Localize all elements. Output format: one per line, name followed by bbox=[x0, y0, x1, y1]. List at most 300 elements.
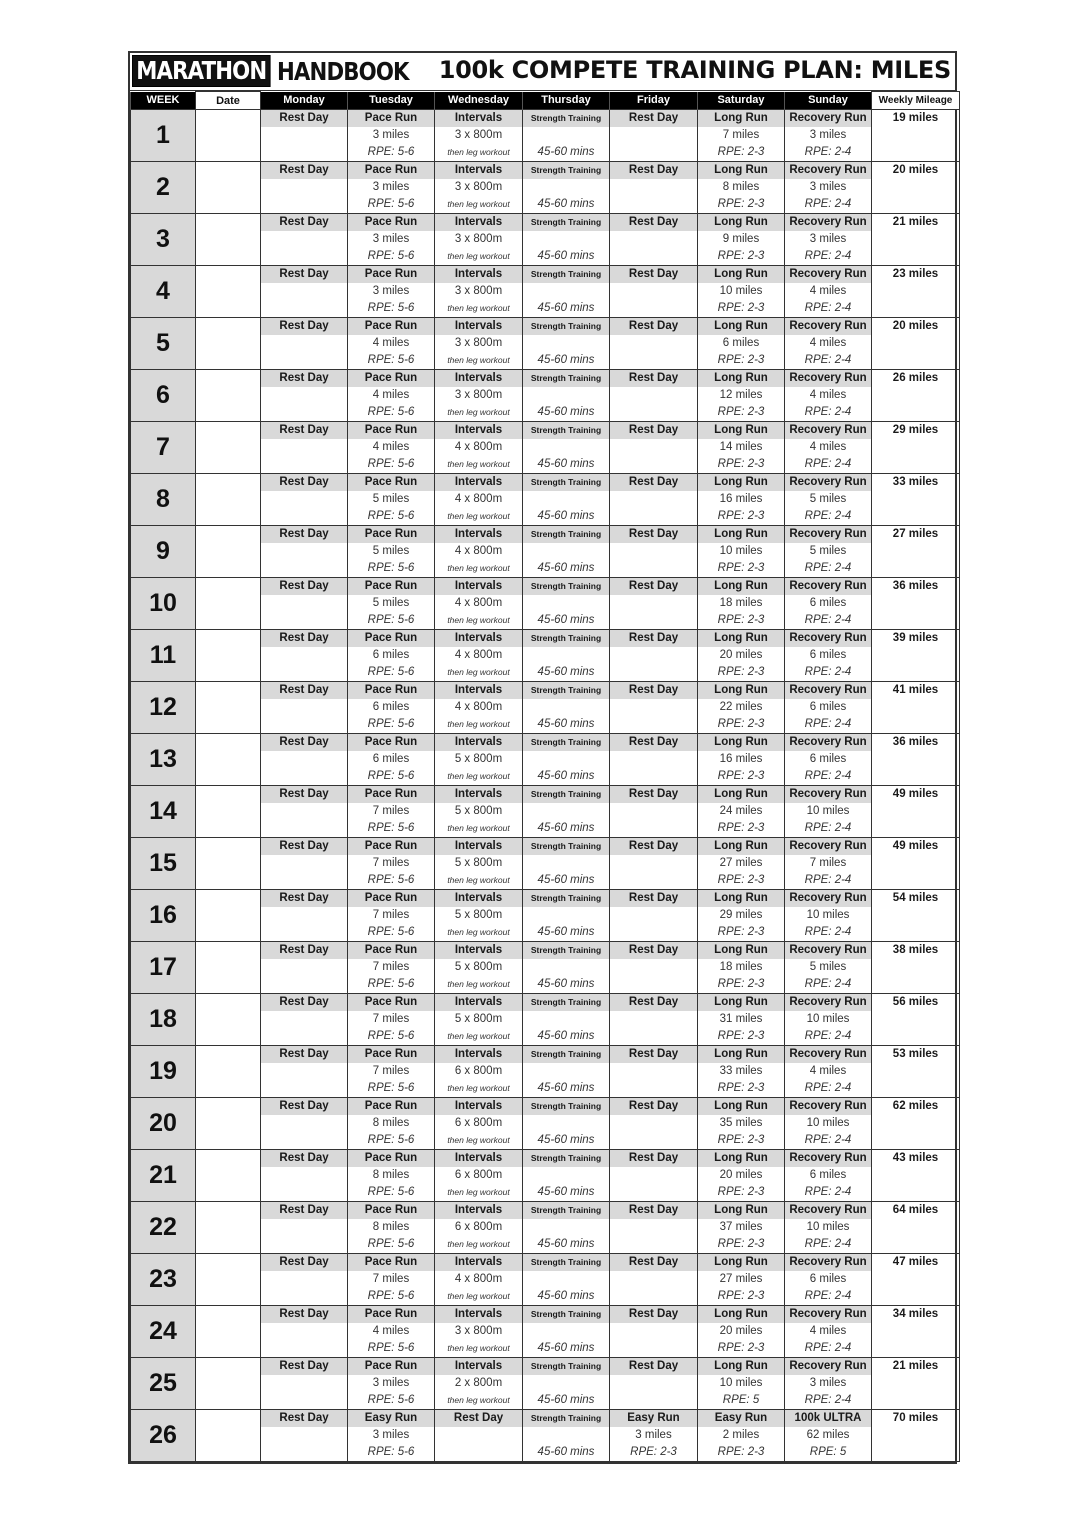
workout-distance bbox=[261, 595, 347, 612]
workout-effort bbox=[261, 1080, 347, 1097]
workout-distance: 3 x 800m bbox=[454, 181, 503, 193]
workout-mon bbox=[261, 994, 348, 1046]
week-number: 15 bbox=[131, 838, 196, 890]
workout-effort bbox=[610, 612, 697, 629]
workout-distance: 12 miles bbox=[719, 389, 763, 401]
workout-effort: 45-60 mins bbox=[537, 1186, 595, 1198]
workout-distance: 6 miles bbox=[809, 701, 847, 713]
workout-type: Long Run bbox=[698, 890, 784, 907]
workout-effort: RPE: 2-4 bbox=[804, 1238, 852, 1250]
workout-sun bbox=[785, 1358, 872, 1410]
workout-type: Recovery Run bbox=[785, 370, 871, 387]
workout-distance bbox=[610, 803, 697, 820]
workout-effort: RPE: 5-6 bbox=[367, 1394, 415, 1406]
workout-tue bbox=[348, 214, 435, 266]
workout-mon bbox=[261, 1306, 348, 1358]
workout-effort: RPE: 2-3 bbox=[717, 1290, 765, 1302]
workout-distance bbox=[523, 283, 609, 300]
workout-effort bbox=[610, 1288, 697, 1305]
workout-effort: RPE: 2-3 bbox=[717, 1030, 765, 1042]
workout-tue bbox=[348, 682, 435, 734]
weekly-mileage: 26 miles bbox=[872, 370, 960, 422]
workout-effort: RPE: 2-3 bbox=[717, 198, 765, 210]
table-row bbox=[131, 1150, 960, 1202]
workout-wed bbox=[435, 630, 523, 682]
workout-effort: RPE: 5-6 bbox=[367, 1186, 415, 1198]
workout-effort bbox=[610, 456, 697, 473]
workout-type: Recovery Run bbox=[785, 1306, 871, 1323]
workout-type: Rest Day bbox=[261, 1046, 347, 1063]
workout-sun bbox=[785, 578, 872, 630]
workout-type: Intervals bbox=[435, 994, 522, 1011]
workout-type: Rest Day bbox=[261, 682, 347, 699]
workout-wed bbox=[435, 318, 523, 370]
table-row bbox=[131, 578, 960, 630]
workout-type: Rest Day bbox=[261, 266, 347, 283]
workout-effort bbox=[610, 976, 697, 993]
workout-type: Pace Run bbox=[348, 682, 434, 699]
workout-distance bbox=[261, 1167, 347, 1184]
workout-type: Pace Run bbox=[348, 786, 434, 803]
date-cell[interactable] bbox=[196, 318, 261, 370]
workout-type: Intervals bbox=[435, 1098, 522, 1115]
workout-distance: 29 miles bbox=[719, 909, 763, 921]
week-number: 4 bbox=[131, 266, 196, 318]
date-cell[interactable] bbox=[196, 526, 261, 578]
workout-effort: 45-60 mins bbox=[537, 718, 595, 730]
weekly-mileage: 36 miles bbox=[872, 734, 960, 786]
workout-thu bbox=[523, 1410, 610, 1462]
workout-effort bbox=[261, 508, 347, 525]
workout-distance: 4 miles bbox=[372, 1325, 410, 1337]
date-cell[interactable] bbox=[196, 422, 261, 474]
table-row bbox=[131, 1098, 960, 1150]
workout-wed bbox=[435, 890, 523, 942]
workout-type: Easy Run bbox=[610, 1410, 697, 1427]
workout-distance: 6 x 800m bbox=[454, 1221, 503, 1233]
date-cell[interactable] bbox=[196, 734, 261, 786]
workout-type: Long Run bbox=[698, 110, 784, 127]
workout-effort bbox=[261, 664, 347, 681]
workout-type: Long Run bbox=[698, 1202, 784, 1219]
workout-distance: 18 miles bbox=[719, 597, 763, 609]
date-cell[interactable] bbox=[196, 110, 261, 162]
training-plan-sheet bbox=[128, 51, 957, 1464]
workout-type: Recovery Run bbox=[785, 578, 871, 595]
workout-type: Intervals bbox=[435, 1202, 522, 1219]
workout-wed bbox=[435, 1306, 523, 1358]
workout-distance bbox=[261, 387, 347, 404]
workout-effort bbox=[261, 768, 347, 785]
workout-tue bbox=[348, 526, 435, 578]
workout-tue bbox=[348, 1254, 435, 1306]
date-cell[interactable] bbox=[196, 682, 261, 734]
workout-sat bbox=[698, 1306, 785, 1358]
week-number: 2 bbox=[131, 162, 196, 214]
workout-distance bbox=[261, 543, 347, 560]
date-cell[interactable] bbox=[196, 214, 261, 266]
workout-type: Rest Day bbox=[261, 162, 347, 179]
date-cell[interactable] bbox=[196, 838, 261, 890]
workout-mon bbox=[261, 1410, 348, 1462]
workout-distance: 4 miles bbox=[809, 441, 847, 453]
workout-effort: RPE: 2-4 bbox=[804, 770, 852, 782]
workout-distance: 4 miles bbox=[809, 285, 847, 297]
workout-distance: 33 miles bbox=[719, 1065, 763, 1077]
col-wednesday: Wednesday bbox=[435, 92, 523, 110]
workout-type: Rest Day bbox=[610, 994, 697, 1011]
workout-effort bbox=[610, 1080, 697, 1097]
workout-type: Pace Run bbox=[348, 1150, 434, 1167]
workout-type: Recovery Run bbox=[785, 994, 871, 1011]
workout-type: Rest Day bbox=[261, 422, 347, 439]
workout-effort: RPE: 2-3 bbox=[717, 458, 765, 470]
workout-distance bbox=[261, 439, 347, 456]
workout-wed bbox=[435, 266, 523, 318]
workout-sun bbox=[785, 370, 872, 422]
table-row bbox=[131, 1046, 960, 1098]
date-cell[interactable] bbox=[196, 1046, 261, 1098]
workout-distance: 6 miles bbox=[809, 597, 847, 609]
workout-distance bbox=[610, 959, 697, 976]
workout-fri bbox=[610, 1202, 698, 1254]
workout-type: Long Run bbox=[698, 682, 784, 699]
workout-fri bbox=[610, 630, 698, 682]
workout-type: Intervals bbox=[435, 1306, 522, 1323]
weekly-mileage: 21 miles bbox=[872, 1358, 960, 1410]
workout-distance: 2 x 800m bbox=[454, 1377, 503, 1389]
workout-effort bbox=[261, 1132, 347, 1149]
workout-effort: RPE: 5-6 bbox=[367, 770, 415, 782]
date-cell[interactable] bbox=[196, 890, 261, 942]
workout-distance bbox=[610, 283, 697, 300]
workout-effort: RPE: 2-3 bbox=[717, 718, 765, 730]
workout-distance: 8 miles bbox=[722, 181, 760, 193]
workout-effort: RPE: 2-4 bbox=[804, 1342, 852, 1354]
table-row bbox=[131, 214, 960, 266]
workout-type: Long Run bbox=[698, 786, 784, 803]
workout-fri bbox=[610, 1410, 698, 1462]
workout-effort: RPE: 2-3 bbox=[717, 874, 765, 886]
workout-type: Intervals bbox=[435, 162, 522, 179]
column-header-row bbox=[131, 92, 960, 110]
workout-mon bbox=[261, 786, 348, 838]
workout-effort bbox=[261, 300, 347, 317]
workout-sat bbox=[698, 1150, 785, 1202]
workout-distance: 3 miles bbox=[809, 1377, 847, 1389]
workout-tue bbox=[348, 1150, 435, 1202]
workout-distance bbox=[261, 1115, 347, 1132]
workout-distance: 7 miles bbox=[372, 961, 410, 973]
date-cell[interactable] bbox=[196, 578, 261, 630]
workout-type: Recovery Run bbox=[785, 890, 871, 907]
workout-distance bbox=[523, 1271, 609, 1288]
workout-type: Rest Day bbox=[261, 1410, 347, 1427]
workout-type: Strength Training bbox=[523, 266, 609, 283]
workout-distance: 4 x 800m bbox=[454, 441, 503, 453]
workout-distance bbox=[610, 335, 697, 352]
workout-effort: 45-60 mins bbox=[537, 666, 595, 678]
workout-distance: 2 miles bbox=[722, 1429, 760, 1441]
date-cell[interactable] bbox=[196, 1150, 261, 1202]
workout-thu bbox=[523, 994, 610, 1046]
workout-distance bbox=[523, 1323, 609, 1340]
date-cell[interactable] bbox=[196, 1254, 261, 1306]
workout-distance bbox=[610, 1375, 697, 1392]
workout-type: Strength Training bbox=[523, 1098, 609, 1115]
workout-type: Rest Day bbox=[610, 110, 697, 127]
workout-type: Strength Training bbox=[523, 474, 609, 491]
workout-effort: then leg workout bbox=[447, 875, 510, 885]
workout-sat bbox=[698, 1046, 785, 1098]
workout-type: Recovery Run bbox=[785, 786, 871, 803]
workout-distance: 4 x 800m bbox=[454, 649, 503, 661]
table-row bbox=[131, 474, 960, 526]
workout-type: Strength Training bbox=[523, 994, 609, 1011]
workout-effort: 45-60 mins bbox=[537, 1446, 595, 1458]
workout-wed bbox=[435, 942, 523, 994]
workout-effort bbox=[261, 404, 347, 421]
workout-thu bbox=[523, 370, 610, 422]
workout-sat bbox=[698, 526, 785, 578]
workout-effort bbox=[261, 1392, 347, 1409]
workout-thu bbox=[523, 1306, 610, 1358]
workout-type: Easy Run bbox=[698, 1410, 784, 1427]
workout-wed bbox=[435, 1202, 523, 1254]
workout-effort: then leg workout bbox=[447, 199, 510, 209]
workout-mon bbox=[261, 838, 348, 890]
workout-distance bbox=[523, 751, 609, 768]
workout-type: Rest Day bbox=[261, 1098, 347, 1115]
workout-type: Strength Training bbox=[523, 1254, 609, 1271]
workout-type: Rest Day bbox=[610, 1254, 697, 1271]
workout-thu bbox=[523, 1254, 610, 1306]
workout-distance: 5 x 800m bbox=[454, 805, 503, 817]
workout-sun bbox=[785, 1306, 872, 1358]
workout-effort: then leg workout bbox=[447, 407, 510, 417]
workout-tue bbox=[348, 994, 435, 1046]
date-cell[interactable] bbox=[196, 474, 261, 526]
workout-distance: 3 miles bbox=[635, 1429, 672, 1441]
workout-sat bbox=[698, 266, 785, 318]
workout-thu bbox=[523, 890, 610, 942]
workout-distance: 10 miles bbox=[806, 1117, 850, 1129]
workout-effort bbox=[261, 1184, 347, 1201]
workout-thu bbox=[523, 474, 610, 526]
workout-type: Recovery Run bbox=[785, 630, 871, 647]
workout-type: Rest Day bbox=[610, 214, 697, 231]
workout-mon bbox=[261, 474, 348, 526]
workout-type: Strength Training bbox=[523, 630, 609, 647]
workout-sat bbox=[698, 786, 785, 838]
workout-effort: RPE: 5-6 bbox=[367, 926, 415, 938]
workout-distance: 6 x 800m bbox=[454, 1169, 503, 1181]
workout-distance bbox=[523, 1427, 609, 1444]
week-number: 17 bbox=[131, 942, 196, 994]
workout-distance bbox=[523, 127, 609, 144]
workout-type: Rest Day bbox=[610, 1202, 697, 1219]
workout-type: Rest Day bbox=[261, 994, 347, 1011]
workout-thu bbox=[523, 1150, 610, 1202]
workout-distance: 6 miles bbox=[372, 649, 410, 661]
workout-effort bbox=[610, 716, 697, 733]
workout-type: Rest Day bbox=[261, 838, 347, 855]
workout-type: Intervals bbox=[435, 1254, 522, 1271]
table-row bbox=[131, 838, 960, 890]
table-row bbox=[131, 734, 960, 786]
workout-effort: RPE: 5-6 bbox=[367, 406, 415, 418]
workout-effort bbox=[261, 1288, 347, 1305]
week-number: 18 bbox=[131, 994, 196, 1046]
workout-mon bbox=[261, 110, 348, 162]
workout-effort: RPE: 2-3 bbox=[717, 614, 765, 626]
workout-fri bbox=[610, 1306, 698, 1358]
workout-effort: then leg workout bbox=[447, 823, 510, 833]
workout-effort: RPE: 2-4 bbox=[804, 614, 852, 626]
workout-effort: RPE: 2-4 bbox=[804, 302, 852, 314]
workout-effort bbox=[610, 768, 697, 785]
workout-tue bbox=[348, 474, 435, 526]
date-cell[interactable] bbox=[196, 266, 261, 318]
workout-distance bbox=[523, 1375, 609, 1392]
date-cell[interactable] bbox=[196, 1202, 261, 1254]
workout-distance bbox=[610, 907, 697, 924]
week-number: 19 bbox=[131, 1046, 196, 1098]
workout-sun bbox=[785, 630, 872, 682]
date-cell[interactable] bbox=[196, 162, 261, 214]
workout-effort: then leg workout bbox=[447, 927, 510, 937]
week-number: 26 bbox=[131, 1410, 196, 1462]
workout-tue bbox=[348, 942, 435, 994]
workout-type: Rest Day bbox=[435, 1410, 522, 1427]
workout-distance bbox=[523, 439, 609, 456]
workout-sat bbox=[698, 838, 785, 890]
workout-distance bbox=[610, 1271, 697, 1288]
workout-thu bbox=[523, 110, 610, 162]
workout-distance: 5 x 800m bbox=[454, 857, 503, 869]
workout-mon bbox=[261, 1202, 348, 1254]
workout-sun bbox=[785, 1254, 872, 1306]
workout-tue bbox=[348, 1046, 435, 1098]
workout-sun bbox=[785, 110, 872, 162]
workout-effort: RPE: 5-6 bbox=[367, 1446, 415, 1458]
date-cell[interactable] bbox=[196, 994, 261, 1046]
workout-distance: 3 miles bbox=[372, 233, 410, 245]
weekly-mileage: 47 miles bbox=[872, 1254, 960, 1306]
workout-fri bbox=[610, 734, 698, 786]
workout-type: Intervals bbox=[435, 370, 522, 387]
col-date: Date bbox=[196, 92, 261, 110]
workout-type: Rest Day bbox=[261, 526, 347, 543]
weekly-mileage: 49 miles bbox=[872, 838, 960, 890]
workout-effort: RPE: 5-6 bbox=[367, 302, 415, 314]
workout-type: Intervals bbox=[435, 110, 522, 127]
date-cell[interactable] bbox=[196, 370, 261, 422]
workout-fri bbox=[610, 318, 698, 370]
workout-type: Recovery Run bbox=[785, 1358, 871, 1375]
header-bar bbox=[130, 53, 955, 91]
workout-distance: 27 miles bbox=[719, 857, 763, 869]
workout-sat bbox=[698, 474, 785, 526]
table-row bbox=[131, 422, 960, 474]
workout-distance: 10 miles bbox=[719, 285, 763, 297]
workout-distance: 7 miles bbox=[372, 909, 410, 921]
workout-sun bbox=[785, 318, 872, 370]
workout-effort: RPE: 5-6 bbox=[367, 510, 415, 522]
marathon-handbook-logo bbox=[132, 56, 432, 86]
table-row bbox=[131, 1254, 960, 1306]
week-number: 24 bbox=[131, 1306, 196, 1358]
workout-type: Strength Training bbox=[523, 1150, 609, 1167]
workout-sun bbox=[785, 526, 872, 578]
workout-type: Long Run bbox=[698, 942, 784, 959]
workout-type: Intervals bbox=[435, 214, 522, 231]
table-row bbox=[131, 1358, 960, 1410]
workout-effort bbox=[261, 560, 347, 577]
workout-distance bbox=[610, 387, 697, 404]
workout-type: Rest Day bbox=[610, 526, 697, 543]
workout-type: Recovery Run bbox=[785, 838, 871, 855]
workout-sun bbox=[785, 838, 872, 890]
date-cell[interactable] bbox=[196, 942, 261, 994]
workout-wed bbox=[435, 1150, 523, 1202]
workout-effort bbox=[261, 196, 347, 213]
workout-distance bbox=[261, 803, 347, 820]
workout-thu bbox=[523, 214, 610, 266]
workout-distance: 8 miles bbox=[372, 1169, 410, 1181]
workout-effort bbox=[610, 820, 697, 837]
date-cell[interactable] bbox=[196, 786, 261, 838]
workout-type: Long Run bbox=[698, 1306, 784, 1323]
workout-effort: RPE: 2-3 bbox=[630, 1446, 677, 1458]
workout-effort bbox=[261, 976, 347, 993]
workout-type: Intervals bbox=[435, 526, 522, 543]
workout-distance: 7 miles bbox=[372, 857, 410, 869]
workout-fri bbox=[610, 474, 698, 526]
workout-type: Strength Training bbox=[523, 422, 609, 439]
workout-effort: RPE: 5-6 bbox=[367, 822, 415, 834]
date-cell[interactable] bbox=[196, 1410, 261, 1462]
date-cell[interactable] bbox=[196, 1306, 261, 1358]
workout-distance bbox=[261, 1375, 347, 1392]
workout-type: Strength Training bbox=[523, 838, 609, 855]
workout-distance bbox=[435, 1427, 522, 1444]
date-cell[interactable] bbox=[196, 1098, 261, 1150]
workout-fri bbox=[610, 786, 698, 838]
workout-distance: 7 miles bbox=[372, 805, 410, 817]
weekly-mileage: 41 miles bbox=[872, 682, 960, 734]
workout-type: Rest Day bbox=[610, 422, 697, 439]
weekly-mileage: 33 miles bbox=[872, 474, 960, 526]
workout-tue bbox=[348, 786, 435, 838]
workout-type: Recovery Run bbox=[785, 682, 871, 699]
workout-distance bbox=[261, 1063, 347, 1080]
workout-distance bbox=[610, 595, 697, 612]
col-friday: Friday bbox=[610, 92, 698, 110]
workout-effort: RPE: 2-3 bbox=[717, 1342, 765, 1354]
workout-mon bbox=[261, 578, 348, 630]
workout-effort: RPE: 2-3 bbox=[717, 250, 765, 262]
workout-type: Long Run bbox=[698, 214, 784, 231]
date-cell[interactable] bbox=[196, 1358, 261, 1410]
workout-type: Rest Day bbox=[261, 890, 347, 907]
workout-effort: RPE: 2-4 bbox=[804, 562, 852, 574]
date-cell[interactable] bbox=[196, 630, 261, 682]
workout-distance: 4 miles bbox=[809, 1065, 847, 1077]
workout-distance bbox=[261, 1011, 347, 1028]
workout-type: Rest Day bbox=[610, 630, 697, 647]
table-row bbox=[131, 1306, 960, 1358]
